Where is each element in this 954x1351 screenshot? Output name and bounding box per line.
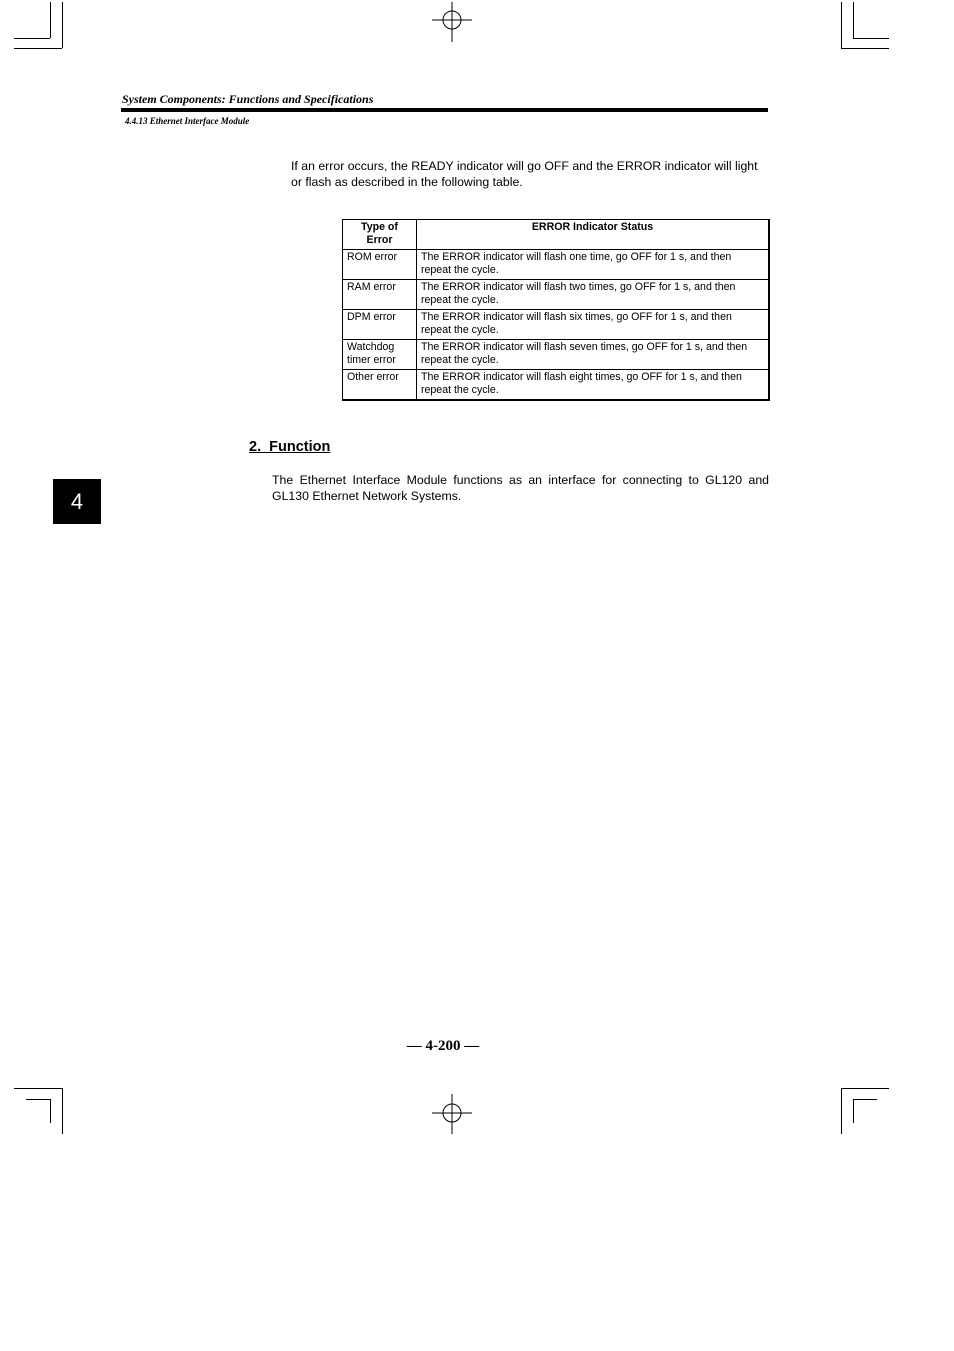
- table-row: [343, 280, 770, 310]
- crop-mark: [853, 2, 854, 38]
- section-heading: 2. Function: [249, 439, 331, 455]
- error-type-cell: Other error: [343, 370, 417, 401]
- column-header-status: ERROR Indicator Status: [417, 220, 770, 250]
- table-header-row: [343, 220, 770, 250]
- error-status-cell: The ERROR indicator will flash six times, go OFF for 1 s, and then repeat the cycle.: [417, 310, 770, 340]
- column-header-type: Type of Error: [343, 220, 417, 250]
- error-type-cell: RAM error: [343, 280, 417, 310]
- crop-mark: [841, 48, 889, 49]
- registration-mark-icon: [432, 1094, 472, 1134]
- section-paragraph: The Ethernet Interface Module functions as an interface for connecting to GL120 and GL130 Ethernet Network Systems.: [272, 473, 769, 503]
- error-type-cell: DPM error: [343, 310, 417, 340]
- table-row: [343, 340, 770, 370]
- crop-mark: [841, 1088, 889, 1089]
- crop-mark: [26, 1099, 50, 1100]
- error-status-cell: The ERROR indicator will flash seven times, go OFF for 1 s, and then repeat the cycle.: [417, 340, 770, 370]
- crop-mark: [853, 38, 889, 39]
- page-number: — 4-200 —: [406, 1038, 480, 1054]
- crop-mark: [50, 1099, 51, 1123]
- crop-mark: [853, 1099, 854, 1123]
- error-indicator-table: [342, 219, 770, 401]
- registration-mark-icon: [432, 2, 472, 42]
- error-status-cell: The ERROR indicator will flash two times, go OFF for 1 s, and then repeat the cycle.: [417, 280, 770, 310]
- crop-mark: [14, 1088, 62, 1089]
- crop-mark: [50, 2, 51, 38]
- header-rule: [121, 108, 768, 112]
- crop-mark: [14, 48, 62, 49]
- crop-mark: [841, 1088, 842, 1134]
- error-type-cell: ROM error: [343, 250, 417, 280]
- crop-mark: [62, 2, 63, 48]
- crop-mark: [841, 2, 842, 48]
- error-status-cell: The ERROR indicator will flash one time, go OFF for 1 s, and then repeat the cycle.: [417, 250, 770, 280]
- crop-mark: [853, 1099, 877, 1100]
- intro-paragraph: If an error occurs, the READY indicator will go OFF and the ERROR indicator will light or flash as described in the following table.: [291, 159, 758, 189]
- crop-mark: [14, 38, 50, 39]
- chapter-tab: 4: [53, 479, 101, 524]
- error-type-cell: Watchdog timer error: [343, 340, 417, 370]
- running-header-subsection: 4.4.13 Ethernet Interface Module: [125, 116, 250, 126]
- running-header-title: System Components: Functions and Specifications: [122, 92, 374, 106]
- table-row: [343, 250, 770, 280]
- error-status-cell: The ERROR indicator will flash eight times, go OFF for 1 s, and then repeat the cycle.: [417, 370, 770, 401]
- crop-mark: [62, 1088, 63, 1134]
- table-row: [343, 370, 770, 401]
- table-row: [343, 310, 770, 340]
